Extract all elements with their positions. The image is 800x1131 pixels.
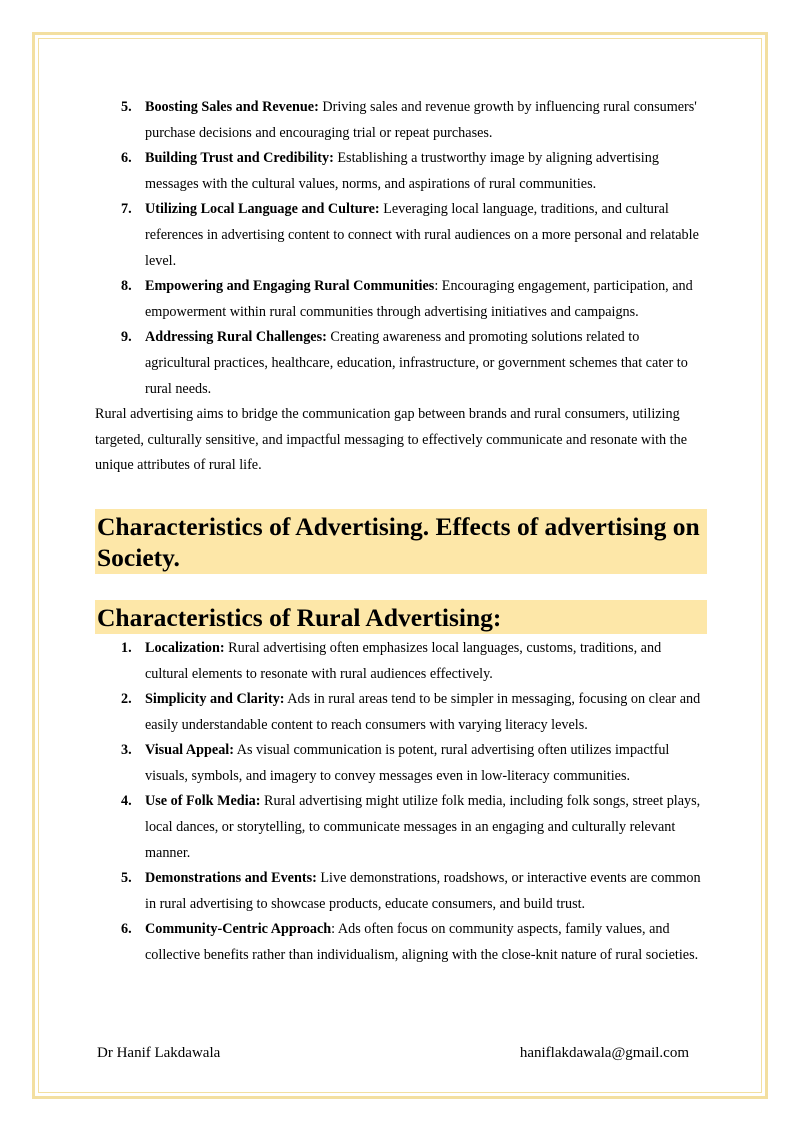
- list-item-text: : Encouraging engagement, participation, and empowerment within rural communities through advertising initiatives and campaigns.: [145, 278, 693, 320]
- footer-author: Dr Hanif Lakdawala: [97, 1045, 221, 1061]
- list-item-text: Rural advertising might utilize folk media, including folk songs, street plays, local dances, or storytelling, to communicate messages in an engaging and culturally relevant manner.: [145, 793, 701, 861]
- list-item-text: As visual communication is potent, rural advertising often utilizes impactful visuals, symbols, and imagery to convey messages even in low-literacy communities.: [145, 742, 670, 784]
- list-item: [95, 325, 707, 402]
- list-item-term: Simplicity and Clarity:: [145, 691, 285, 708]
- list-item-text: Driving sales and revenue growth by influencing rural consumers' purchase decisions and encouraging trial or repeat purchases.: [145, 99, 697, 141]
- list-item-number: 1.: [121, 639, 132, 656]
- list-item: [95, 738, 707, 789]
- list-item: [95, 197, 707, 274]
- list-item-term: Empowering and Engaging Rural Communities: [145, 278, 435, 295]
- list-item-term: Addressing Rural Challenges:: [145, 329, 327, 346]
- list-item-text: Rural advertising often emphasizes local languages, customs, traditions, and cultural elements to resonate with rural audiences effectively.: [145, 639, 662, 682]
- characteristics-list: [95, 636, 707, 969]
- list-item-text: Creating awareness and promoting solutions related to agricultural practices, healthcare, education, infrastructure, or government schemes that cater to rural needs.: [145, 329, 688, 397]
- list-item: [95, 687, 707, 738]
- list-item: [95, 95, 707, 146]
- list-item-term: Use of Folk Media:: [145, 793, 261, 810]
- list-item-term: Boosting Sales and Revenue:: [145, 99, 319, 115]
- list-item-number: 5.: [121, 870, 132, 887]
- list-item-term: Demonstrations and Events:: [145, 870, 317, 887]
- footer-email: haniflakdawala@gmail.com: [519, 1045, 689, 1061]
- list-item-number: 4.: [121, 793, 132, 810]
- list-item-number: 5.: [121, 99, 132, 115]
- list-item: [95, 917, 707, 968]
- list-item-text: Leveraging local language, traditions, and cultural references in advertising content to connect with rural audiences on a more personal and relatable level.: [145, 201, 699, 269]
- objectives-list: [95, 95, 707, 402]
- list-item-text: Establishing a trustworthy image by aligning advertising messages with the cultural values, norms, and aspirations of rural communities.: [145, 150, 659, 192]
- list-item: [95, 866, 707, 917]
- list-item-text: : Ads often focus on community aspects, family values, and collective benefits rather than individualism, aligning with the close-knit nature of rural societies.: [145, 921, 699, 964]
- section-heading-effects: Characteristics of Advertising. Effects of advertising on Society.: [95, 509, 707, 574]
- list-item-number: 7.: [121, 201, 132, 218]
- list-item-term: Community-Centric Approach: [145, 921, 332, 938]
- page-content: [95, 95, 707, 969]
- list-item-number: 8.: [121, 278, 132, 295]
- list-item-number: 6.: [121, 921, 132, 938]
- list-item: [95, 146, 707, 197]
- list-item-term: Visual Appeal:: [145, 742, 234, 759]
- list-item-number: 2.: [121, 691, 132, 708]
- list-item-term: Utilizing Local Language and Culture:: [145, 201, 380, 218]
- list-item: [95, 789, 707, 866]
- list-item: [95, 636, 707, 687]
- list-item-number: 9.: [121, 329, 132, 346]
- list-item-number: 6.: [121, 150, 132, 167]
- list-item-term: Building Trust and Credibility:: [145, 150, 334, 167]
- section-heading-rural: Characteristics of Rural Advertising:: [95, 600, 707, 634]
- list-item-text: Live demonstrations, roadshows, or interactive events are common in rural advertising to showcase products, educate consumers, and build trust.: [145, 870, 701, 912]
- list-item-number: 3.: [121, 742, 132, 759]
- list-item: [95, 274, 707, 325]
- list-item-term: Localization:: [145, 639, 225, 656]
- list-item-text: Ads in rural areas tend to be simpler in messaging, focusing on clear and easily understandable content to reach consumers with varying literacy levels.: [145, 691, 701, 733]
- summary-paragraph: Rural advertising aims to bridge the communication gap between brands and rural consumers, utilizing targeted, culturally sensitive, and impactful messaging to effectively communicate and resonate with the unique attributes of rural life.: [95, 406, 688, 474]
- page-footer: [97, 1045, 689, 1062]
